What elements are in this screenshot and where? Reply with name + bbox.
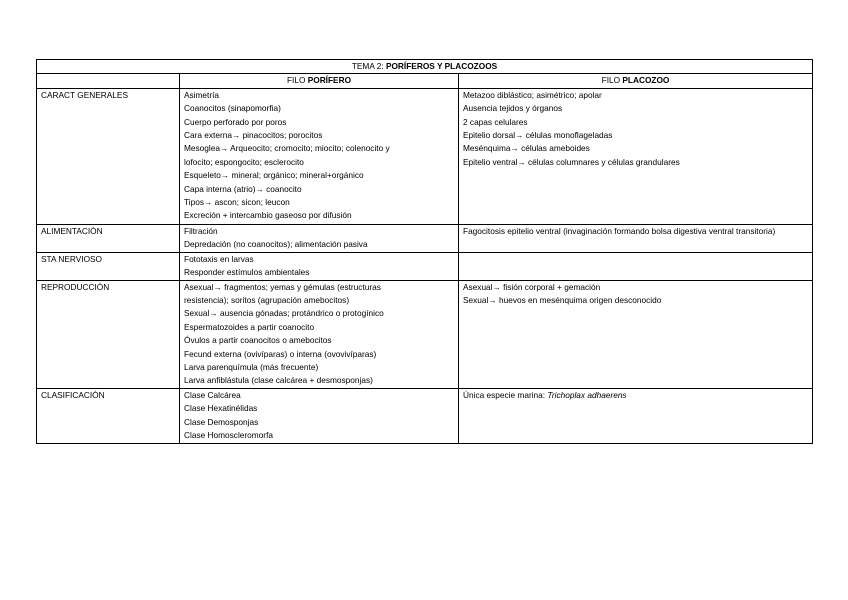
placozoo-cell [459,280,813,388]
cell-line: Fecund externa (ovivíparas) o interna (ovovivíparas) [184,348,377,359]
cell-line: Espermatozoides a partir coanocito [184,321,315,332]
cell-line: Asexual→ fragmentos; yemas y gémulas (estructuras [184,281,381,292]
cell-line: Mesoglea→ Arqueocito; cromocito; miocito; colenocito y [184,143,390,154]
cell-line: Sexual→ huevos en mesénquima origen desconocido [463,295,662,306]
cell-line: Capa interna (atrio)→ coanocito [184,183,302,194]
cell-line: 2 capas celulares [463,116,528,127]
header-placozoo [459,74,813,88]
cell-line: Clase Calcárea [184,389,241,400]
header-placozoo-prefix: FILO [601,75,623,86]
cell-line: Asexual→ fisión corporal + gemación [463,281,601,292]
cell-line: Cuerpo perforado por poros [184,116,287,127]
cell-line: Esqueleto→ mineral; orgánico; mineral+orgánico [184,170,364,181]
header-porifero-bold: PORÍFERO [307,75,352,86]
porifero-cell [180,252,459,280]
porifero-cell [180,388,459,443]
row-label: STA NERVIOSO [37,252,180,280]
cell-line: Fagocitosis epitelio ventral (invaginación formando bolsa digestiva ventral transitoria) [463,225,776,236]
cell-line: resistencia); soritos (agrupación amebocitos) [184,295,350,306]
row-label: CLASIFICACIÓN [37,388,180,443]
porifero-cell [180,224,459,252]
cell-line: Ausencia tejidos y órganos [463,103,563,114]
cell-line: Sexual→ ausencia gónadas; protándrico o protogínico [184,308,384,319]
title-row [37,60,813,74]
cell-line: Coanocitos (sinapomorfia) [184,103,281,114]
cell-line: Metazoo diblástico; asimétrico; apolar [463,89,602,100]
cell-line: Responder estímulos ambientales [184,267,310,278]
header-placozoo-bold: PLACOZOO [622,75,670,86]
species-prefix: Única especie marina: [463,389,548,400]
species-name: Trichoplax adhaerens [547,389,627,400]
table-row [37,224,813,252]
cell-line: Epitelio ventral→ células columnares y células grandulares [463,156,680,167]
table-row [37,88,813,224]
cell-line: Filtración [184,225,218,236]
header-porifero-prefix: FILO [286,75,308,86]
table-row [37,388,813,443]
title-bold: PORÍFEROS Y PLACOZOOS [385,61,498,71]
table-title [37,60,813,74]
column-header-row [37,74,813,88]
cell-line: lofocito; espongocito; esclerocito [184,156,304,167]
cell-line: Tipos→ ascon; sicon; leucon [184,197,290,208]
cell-line: Mesénquima→ células ameboides [463,143,590,154]
cell-line: Cara externa→ pinacocitos; porocitos [184,130,323,141]
row-label: REPRODUCCIÓN [37,280,180,388]
row-label: ALIMENTACIÓN [37,224,180,252]
placozoo-cell [459,224,813,252]
table-row [37,280,813,388]
placozoo-cell [459,88,813,224]
summary-table [36,59,813,444]
cell-line: Óvulos a partir coanocitos o amebocitos [184,335,332,346]
header-porifero [180,74,459,88]
cell-line: Epitelio dorsal→ células monoflageladas [463,130,613,141]
cell-line [463,389,808,402]
cell-line: Clase Hexatinélidas [184,403,258,414]
header-empty-cell [37,74,180,88]
porifero-cell [180,88,459,224]
title-prefix: TEMA 2: [351,61,386,71]
placozoo-cell [459,388,813,443]
cell-line: Asimetría [184,89,220,100]
cell-line: Larva parenquímula (más frecuente) [184,362,319,373]
porifero-cell [180,280,459,388]
cell-line: Depredación (no coanocitos); alimentación pasiva [184,239,368,250]
placozoo-cell [459,252,813,280]
cell-line: Clase Demosponjas [184,416,259,427]
cell-line: Fototaxis en larvas [184,253,254,264]
cell-line: Clase Homoscleromorfa [184,430,273,441]
table-row [37,252,813,280]
row-label: CARACT GENERALES [37,88,180,224]
cell-line: Excreción + intercambio gaseoso por difusión [184,210,352,221]
cell-line: Larva anfiblástula (clase calcárea + desmosponjas) [184,375,373,386]
